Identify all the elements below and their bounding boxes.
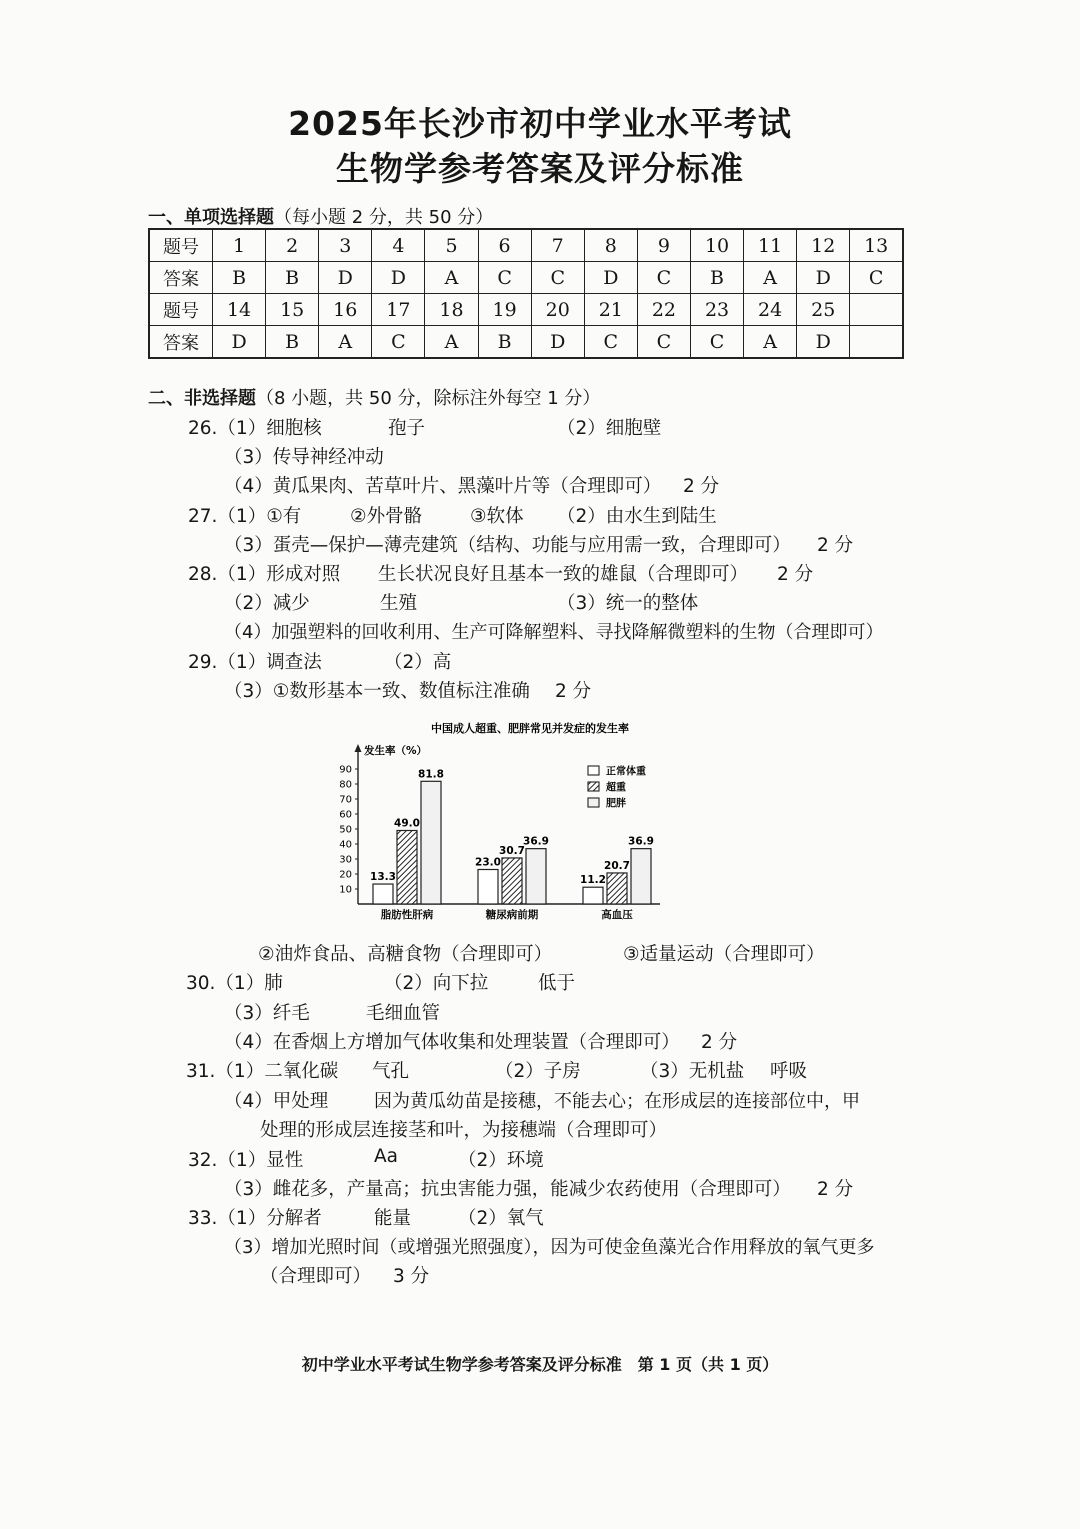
answer-text: （3）统一的整体: [557, 593, 699, 614]
answer-text: （2）氧气: [458, 1208, 544, 1229]
score-label: 2 分: [555, 681, 592, 702]
y-tick-label: 30: [339, 854, 352, 866]
question-number: 9: [637, 229, 690, 262]
answer-text: （4）在香烟上方增加气体收集和处理装置（合理即可）: [224, 1032, 680, 1053]
row-header-question: 题号: [149, 294, 213, 326]
question-number: 14: [213, 294, 266, 326]
answer-text: 处理的形成层连接茎和叶，为接穗端（合理即可）: [260, 1120, 668, 1141]
answer-text: ③适量运动（合理即可）: [623, 944, 825, 965]
answer-cell: C: [637, 262, 690, 294]
question-number: 16: [319, 294, 372, 326]
x-tick-label: 脂肪性肝病: [380, 909, 434, 921]
section-2-label: 二、非选择题: [148, 388, 256, 409]
answer-text: （2）高: [384, 652, 452, 673]
answer-cell: D: [584, 262, 637, 294]
question-number: 22: [637, 294, 690, 326]
question-number: 6: [478, 229, 531, 262]
answer-text: （3）增加光照时间（或增强光照强度），因为可使金鱼藻光合作用释放的氧气更多: [224, 1237, 875, 1258]
y-tick-label: 20: [339, 869, 352, 881]
answer-text: 生长状况良好且基本一致的雄鼠（合理即可）: [378, 564, 749, 585]
answer-text: 孢子: [388, 418, 426, 439]
score-label: 2 分: [701, 1032, 738, 1053]
question-number: 4: [372, 229, 425, 262]
score-label: 2 分: [817, 535, 854, 556]
answer-cell: D: [797, 326, 850, 359]
question-number: 13: [850, 229, 903, 262]
answer-text: （3）传导神经冲动: [224, 447, 384, 468]
answer-text: ②油炸食品、高糖食物（合理即可）: [258, 944, 553, 965]
answer-text: （3）雌花多，产量高；抗虫害能力强，能减少农药使用（合理即可）: [224, 1179, 791, 1200]
page-footer: 初中学业水平考试生物学参考答案及评分标准 第 1 页（共 1 页）: [301, 1355, 779, 1374]
answer-text: （2）由水生到陆生: [557, 506, 717, 527]
answer-cell: C: [372, 326, 425, 359]
y-tick-label: 50: [339, 824, 352, 836]
answer-text: 因为黄瓜幼苗是接穗，不能去心；在形成层的连接部位中，甲: [374, 1091, 860, 1112]
answer-text: 毛细血管: [366, 1003, 441, 1024]
y-tick-label: 80: [339, 779, 352, 791]
answer-text: （2）子房: [495, 1061, 581, 1082]
question-number: 8: [584, 229, 637, 262]
bar: [502, 858, 522, 904]
legend-swatch: [588, 782, 599, 791]
data-label: 49.0: [394, 817, 420, 830]
bar: [583, 887, 603, 904]
data-label: 36.9: [523, 835, 549, 848]
answer-text: （4）甲处理: [224, 1091, 329, 1112]
answer-text: 生殖: [380, 593, 418, 614]
question-number: 20: [531, 294, 584, 326]
question-number: 10: [690, 229, 743, 262]
answer-cell: B: [266, 262, 319, 294]
y-tick-label: 60: [339, 809, 352, 821]
answer-cell: D: [531, 326, 584, 359]
answer-text: 31.（1）二氧化碳: [186, 1061, 339, 1082]
y-tick-label: 10: [339, 884, 352, 896]
question-number: 15: [266, 294, 319, 326]
legend-swatch: [588, 798, 599, 807]
section-2-note: （8 小题，共 50 分，除标注外每空 1 分）: [256, 388, 601, 409]
answer-text: 能量: [374, 1208, 412, 1229]
data-label: 81.8: [418, 768, 444, 781]
y-tick-label: 90: [339, 764, 352, 776]
bar: [421, 781, 441, 904]
data-label: 13.3: [370, 871, 396, 884]
y-axis-label: 发生率（%）: [364, 745, 428, 757]
question-number: 19: [478, 294, 531, 326]
chart-plot-area: [339, 744, 660, 921]
answer-text: （4）黄瓜果肉、苦草叶片、黑藻叶片等（合理即可）: [224, 476, 662, 497]
page-title-2: 生物学参考答案及评分标准: [336, 149, 744, 188]
question-number: 11: [744, 229, 797, 262]
row-header-question: 题号: [149, 229, 213, 262]
answer-text: 32.（1）显性: [188, 1150, 304, 1171]
answer-cell: B: [478, 326, 531, 359]
question-number: 5: [425, 229, 478, 262]
answer-text: ③软体: [470, 506, 524, 527]
data-label: 20.7: [604, 859, 630, 872]
answer-text: 低于: [538, 973, 576, 994]
answer-cell: B: [266, 326, 319, 359]
question-number: 3: [319, 229, 372, 262]
answer-text: （2）减少: [224, 593, 310, 614]
answer-cell: A: [744, 326, 797, 359]
answer-text: （2）环境: [458, 1150, 544, 1171]
answer-text: 26.（1）细胞核: [188, 418, 322, 439]
score-label: 2 分: [683, 476, 720, 497]
answer-text: 呼吸: [770, 1061, 808, 1082]
answer-cell: A: [425, 262, 478, 294]
answer-text: 29.（1）调查法: [188, 652, 322, 673]
data-label: 23.0: [475, 856, 501, 869]
question-number: 21: [584, 294, 637, 326]
answer-text: ②外骨骼: [350, 506, 423, 527]
answer-cell: A: [744, 262, 797, 294]
empty-cell: [850, 326, 903, 359]
question-number: 25: [797, 294, 850, 326]
legend-swatch: [588, 766, 599, 775]
question-number: 7: [531, 229, 584, 262]
x-tick-label: 高血压: [601, 909, 633, 921]
score-label: 3 分: [393, 1266, 430, 1287]
question-number: 17: [372, 294, 425, 326]
section-1-label: 一、单项选择题: [148, 207, 274, 228]
answer-text: （2）细胞壁: [557, 418, 662, 439]
section-2-heading: [148, 384, 600, 410]
answer-text: （3）①数形基本一致、数值标注准确: [224, 681, 530, 702]
bar: [526, 849, 546, 904]
bar: [478, 870, 498, 905]
answer-text: （3）无机盐: [640, 1061, 745, 1082]
page-title-1: 2025年长沙市初中学业水平考试: [288, 104, 792, 143]
answer-cell: C: [690, 326, 743, 359]
empty-cell: [850, 294, 903, 326]
question-number: 1: [213, 229, 266, 262]
answer-cell: D: [372, 262, 425, 294]
table-row: [149, 262, 903, 294]
legend-label: 肥胖: [606, 798, 626, 810]
question-number: 12: [797, 229, 850, 262]
answer-cell: C: [584, 326, 637, 359]
bar: [397, 831, 417, 905]
answer-text: （4）加强塑料的回收利用、生产可降解塑料、寻找降解微塑料的生物（合理即可）: [224, 622, 884, 643]
row-header-answer: 答案: [149, 326, 213, 359]
answer-text: 30.（1）肺: [186, 973, 283, 994]
answer-text: 27.（1）①有: [188, 506, 302, 527]
answer-table: [148, 228, 904, 359]
legend-label: 正常体重: [606, 766, 646, 778]
answer-cell: D: [319, 262, 372, 294]
table-row: [149, 294, 903, 326]
table-row: [149, 326, 903, 359]
answer-cell: A: [425, 326, 478, 359]
data-label: 36.9: [628, 835, 654, 848]
chart-title: 中国成人超重、肥胖常见并发症的发生率: [431, 722, 629, 735]
answer-cell: B: [690, 262, 743, 294]
question-number: 2: [266, 229, 319, 262]
answer-cell: B: [213, 262, 266, 294]
x-tick-label: 糖尿病前期: [485, 909, 539, 921]
y-tick-label: 40: [339, 839, 352, 851]
answer-cell: C: [637, 326, 690, 359]
answer-cell: C: [531, 262, 584, 294]
table-row: [149, 229, 903, 262]
answer-text: 33.（1）分解者: [188, 1208, 322, 1229]
answer-text: （2）向下拉: [384, 973, 489, 994]
answer-text: （3）蛋壳—保护—薄壳建筑（结构、功能与应用需一致，合理即可）: [224, 535, 791, 556]
section-1-heading: [148, 203, 493, 229]
question-number: 24: [744, 294, 797, 326]
data-label: 11.2: [580, 874, 606, 887]
y-tick-label: 70: [339, 794, 352, 806]
bar: [607, 873, 627, 904]
answer-text: Aa: [374, 1146, 398, 1167]
bar: [373, 884, 393, 904]
answer-cell: C: [850, 262, 903, 294]
y-axis-arrow: [355, 744, 362, 752]
answer-cell: C: [478, 262, 531, 294]
answer-cell: D: [213, 326, 266, 359]
answer-cell: A: [319, 326, 372, 359]
row-header-answer: 答案: [149, 262, 213, 294]
data-label: 30.7: [499, 844, 525, 857]
bar-chart: [330, 714, 700, 926]
bar: [631, 849, 651, 904]
legend-label: 超重: [606, 782, 626, 794]
answer-cell: D: [797, 262, 850, 294]
answer-text: 28.（1）形成对照: [188, 564, 341, 585]
section-1-note: （每小题 2 分，共 50 分）: [274, 207, 494, 228]
answer-text: 气孔: [372, 1061, 410, 1082]
question-number: 18: [425, 294, 478, 326]
score-label: 2 分: [817, 1179, 854, 1200]
answer-text: （3）纤毛: [224, 1003, 310, 1024]
question-number: 23: [690, 294, 743, 326]
answer-text: （合理即可）: [260, 1266, 372, 1287]
score-label: 2 分: [777, 564, 814, 585]
